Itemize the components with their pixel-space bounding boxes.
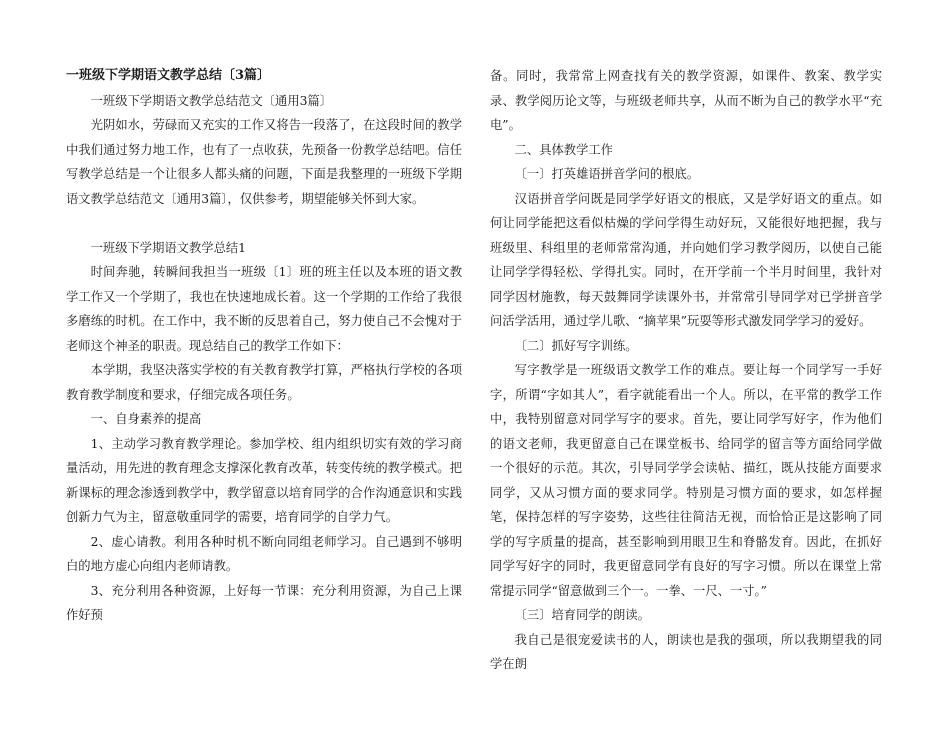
paragraph: 汉语拼音学问既是同学学好语文的根底，又是学好语文的重点。如何让同学能把这看似枯燥的学问学得生动好玩，又能很好地把握，我与班级里、科组里的老师常常沟通，并向她们学习教学阅历，以使自己能让同学学得轻松、学得扎实。同时，在开学前一个半月时间里，我针对同学因材施教，每天鼓舞同学读课外书，并常常引导同学对已学拼音学问活学活用，通过学儿歌、“摘苹果”玩耍等形式激发同学学习的爱好。	[490, 191, 882, 328]
section-heading: 二、具体教学工作	[514, 142, 613, 157]
paragraph: 2、虚心请教。利用各种时机不断向同组老师学习。自己遇到不够明白的地方虚心向组内老师请教。	[66, 534, 462, 573]
paragraph-continued: 备。同时，我常常上网查找有关的教学资源，如课件、教案、教学实录、教学阅历论文等，与班级老师共享，从而不断为自己的教学水平“充电”。	[490, 69, 882, 132]
spacer	[66, 211, 462, 236]
left-column	[66, 64, 462, 736]
paragraph: 我自己是很宠爱读书的人，朗读也是我的强项，所以我期望我的同学在朗	[490, 632, 882, 671]
subsection-heading: 〔三〕培育同学的朗读。	[514, 608, 650, 622]
right-column	[490, 64, 882, 736]
intro-paragraph: 光阴如水，劳碌而又充实的工作又将告一段落了，在这段时间的教学中我们通过努力地工作，也有了一点收获，先预备一份教学总结吧。信任写教学总结是一个让很多人都头痛的问题，下面是我整理的一班级下学期语文教学总结范文〔通用3篇〕，仅供参考，期望能够关怀到大家。	[66, 118, 462, 206]
section-heading: 一、自身素养的提高	[90, 412, 202, 426]
paragraph: 1、主动学习教育教学理论。参加学校、组内组织切实有效的学习商量活动，用先进的教育理念支撑深化教育改革，转变传统的教学模式。把新课标的理念渗透到教学中，教学留意以培育同学的合作沟通意识和实践创新力气为主，留意敬重同学的需要，培育同学的自学力气。	[66, 436, 462, 524]
document-title: 一班级下学期语文教学总结〔3篇〕	[66, 68, 271, 83]
section-heading: 一班级下学期语文教学总结1	[90, 240, 246, 255]
paragraph: 写字教学是一班级语文教学工作的难点。要让每一个同学写一手好字，所谓“字如其人”，看字就能看出一个人。所以，在平常的教学工作中，我特别留意对同学写字的要求。首先，要让同学写好字，作为他们的语文老师，我更留意自己在课堂板书、给同学的留言等方面给同学做一个很好的示范。其次，引导同学学会读帖、描红，既从技能方面要求同学，又从习惯方面的要求同学。特别是习惯方面的要求，如怎样握笔，保持怎样的写字姿势，这些往往简洁无视，而恰恰正是这影响了同学的写字质量的提高，甚至影响到用眼卫生和脊骼发育。因此，在抓好同学写好字的同时，我更留意同学有良好的写字习惯。所以在课堂上常常提示同学“留意做到三个一。一拳、一尺、一寸。”	[490, 363, 882, 598]
subsection-heading: 〔一〕打英雄语拼音学问的根底。	[514, 167, 700, 181]
paragraph: 本学期，我坚决落实学校的有关教育教学打算，严格执行学校的各项教育教学制度和要求，仔细完成各项任务。	[66, 363, 462, 402]
subsection-heading: 〔二〕抓好写字训练。	[514, 338, 638, 353]
paragraph: 时间奔驰，转瞬间我担当一班级〔1〕班的班主任以及本班的语文教学工作又一个学期了，我也在快速地成长着。这一个学期的工作给了我很多磨练的时机。在工作中，我不断的反思着自己，努力使自己不会愧对于老师这个神圣的职责。现总结自己的教学工作如下：	[66, 265, 462, 353]
subtitle: 一班级下学期语文教学总结范文〔通用3篇〕	[90, 93, 333, 108]
paragraph: 3、充分利用各种资源，上好每一节课：充分利用资源，为自己上课作好预	[66, 583, 462, 622]
